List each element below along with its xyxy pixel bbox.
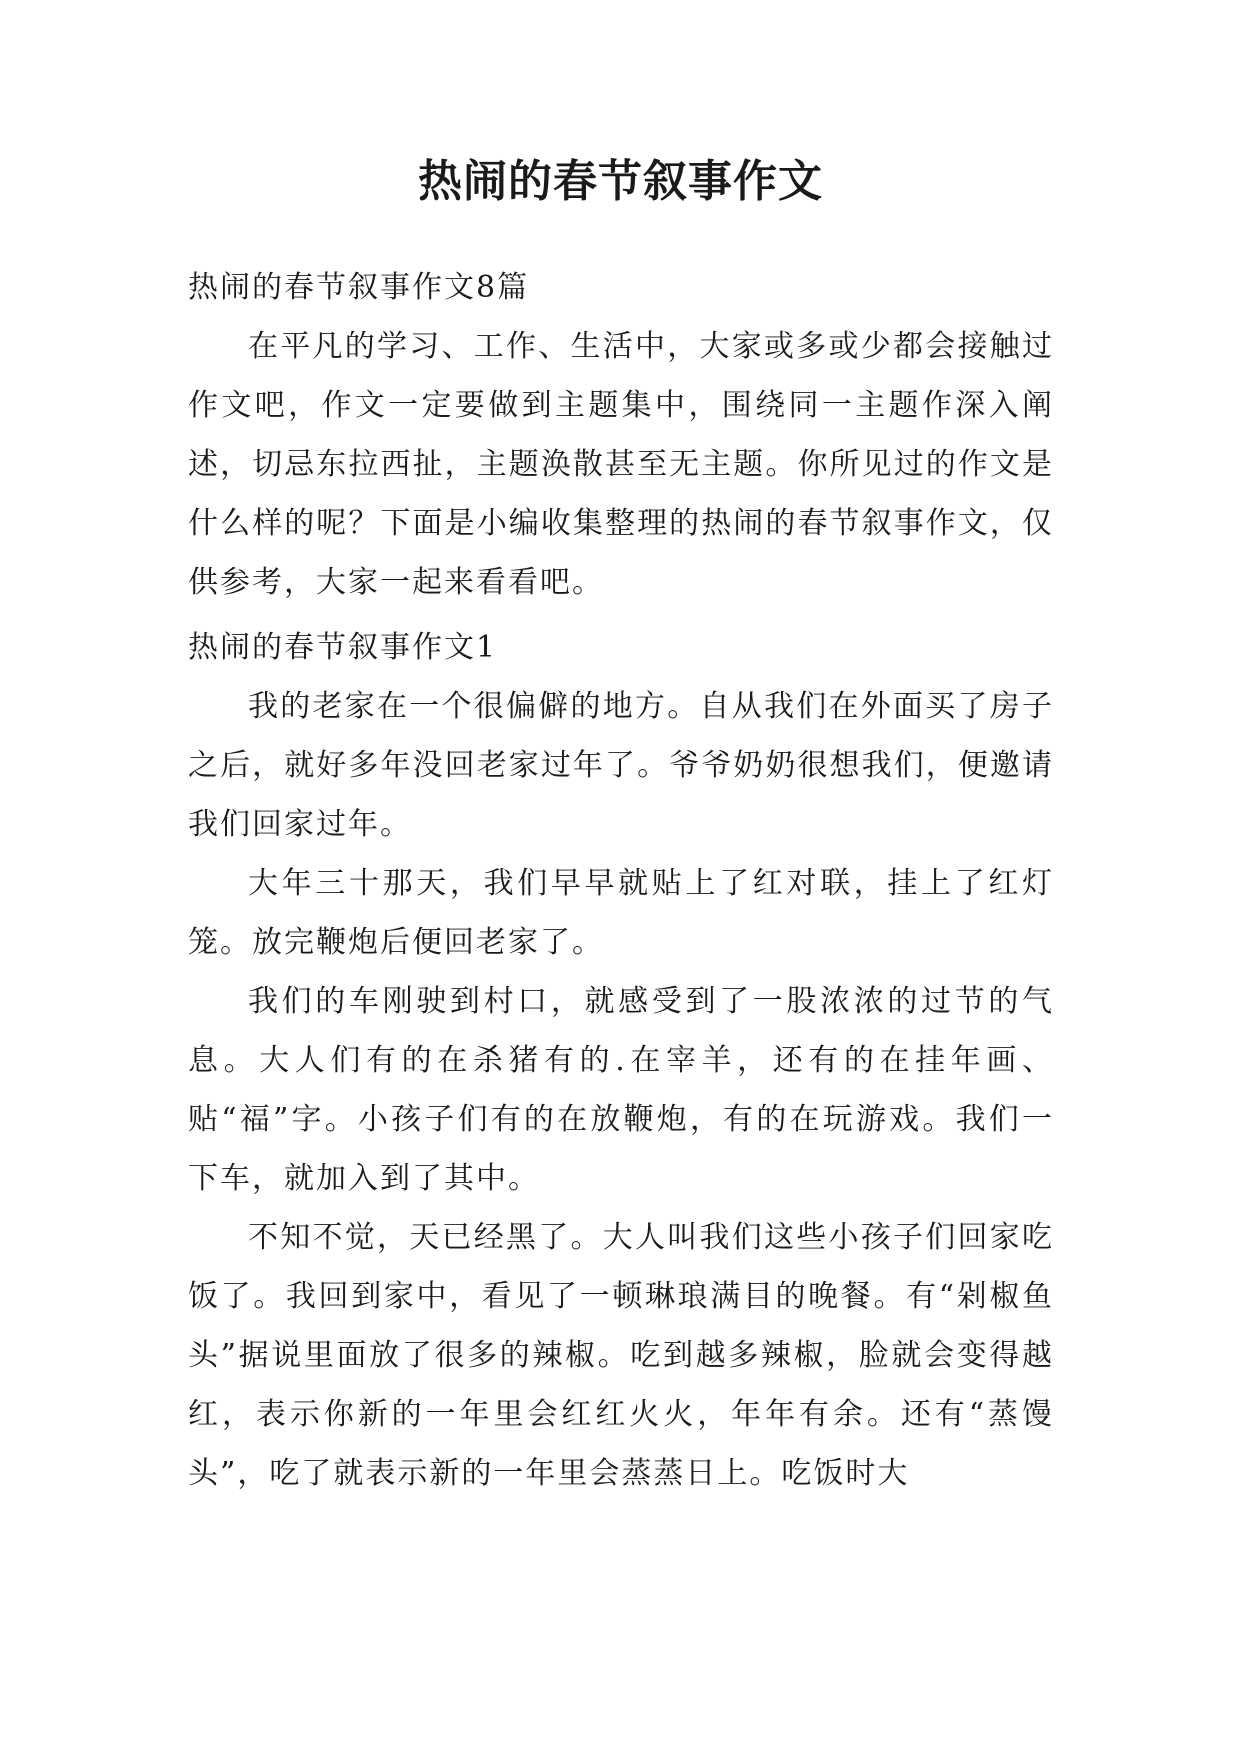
intro-block xyxy=(188,258,1054,612)
section-1-paragraph-2: 大年三十那天，我们早早就贴上了红对联，挂上了红灯笼。放完鞭炮后便回老家了。 xyxy=(188,866,1054,960)
section-1-heading: 热闹的春节叙事作文1 xyxy=(188,630,498,665)
intro-heading: 热闹的春节叙事作文8篇 xyxy=(188,270,530,305)
section-1-paragraph-4: 不知不觉，天已经黑了。大人叫我们这些小孩子们回家吃饭了。我回到家中，看见了一顿琳琅满目的晚餐。有“剁椒鱼头”据说里面放了很多的辣椒。吃到越多辣椒，脸就会变得越红，表示你新的一年里会红红火火，年年有余。还有“蒸馒头”，吃了就表示新的一年里会蒸蒸日上。吃饭时大 xyxy=(188,1220,1054,1491)
document-title: 热闹的春节叙事作文 xyxy=(418,156,823,207)
section-1-paragraph-1: 我的老家在一个很偏僻的地方。自从我们在外面买了房子之后，就好多年没回老家过年了。爷爷奶奶很想我们，便邀请我们回家过年。 xyxy=(188,689,1054,842)
section-1-paragraph-3: 我们的车刚驶到村口，就感受到了一股浓浓的过节的气息。大人们有的在杀猪有的.在宰羊，还有的在挂年画、贴“福”字。小孩子们有的在放鞭炮，有的在玩游戏。我们一下车，就加入到了其中。 xyxy=(188,984,1054,1196)
section-1-block xyxy=(188,618,1054,1503)
intro-paragraph: 在平凡的学习、工作、生活中，大家或多或少都会接触过作文吧，作文一定要做到主题集中，围绕同一主题作深入阐述，切忌东拉西扯，主题涣散甚至无主题。你所见过的作文是什么样的呢？下面是小编收集整理的热闹的春节叙事作文，仅供参考，大家一起来看看吧。 xyxy=(188,329,1054,600)
